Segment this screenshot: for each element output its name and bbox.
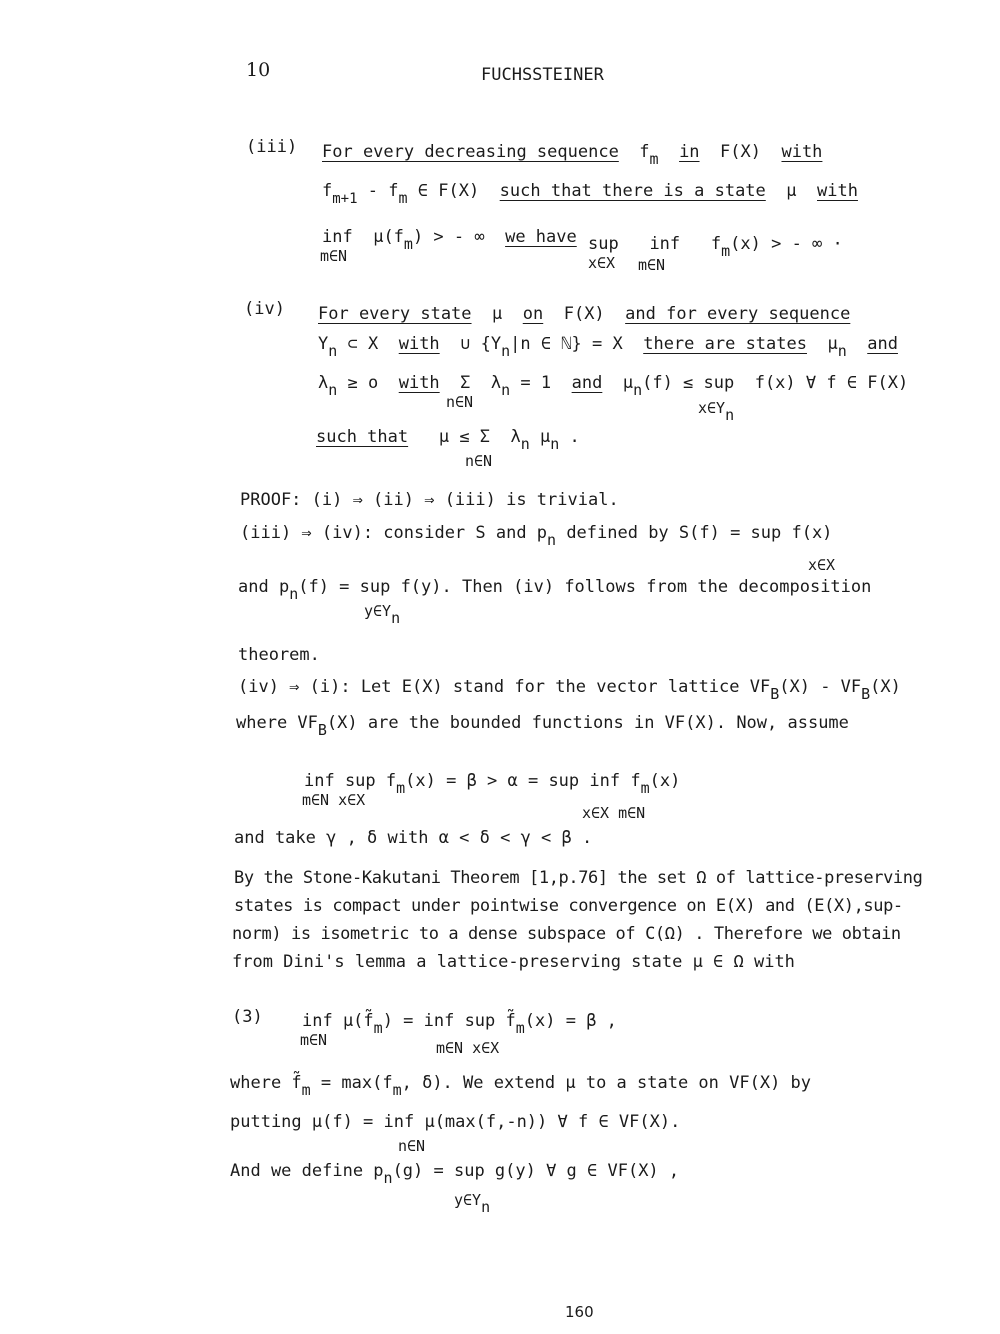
math-sup: sup — [588, 234, 619, 254]
proof-line7: and take γ , δ with α < δ < γ < β . — [234, 828, 593, 848]
subscript: B — [770, 685, 780, 703]
subscript: n — [520, 435, 530, 453]
math-sigma: Σ — [460, 373, 471, 393]
proof-line2-sub: x∈X — [808, 556, 836, 574]
proof-text: And we define p — [230, 1161, 384, 1181]
subscript: n — [501, 381, 511, 399]
item-iv-label: (iv) — [244, 299, 285, 319]
subscript: y∈Y — [364, 602, 392, 620]
math-mu: μ — [492, 304, 503, 324]
math-text: (x) — [649, 771, 681, 791]
underlined-text: such that there is a state — [499, 181, 766, 201]
subscript: y∈Y — [454, 1191, 482, 1209]
running-title: FUCHSSTEINER — [481, 65, 604, 85]
underlined-text: For every decreasing sequence — [322, 142, 619, 162]
math-inf: inf — [649, 234, 681, 254]
subscript: m — [640, 779, 650, 797]
underlined-text: with — [817, 181, 858, 201]
subscript: n — [547, 531, 557, 549]
math-text: inf μ(f̃ — [302, 1011, 374, 1031]
item-iii-line2 — [322, 181, 858, 207]
math-mu: μ — [529, 427, 551, 447]
math-lambda: λ — [490, 373, 502, 393]
underlined-text: such that — [316, 427, 409, 447]
equation-3-sub-right: m∈N x∈X — [436, 1039, 500, 1057]
math-text: inf sup f — [304, 771, 397, 791]
item-iv-line3 — [318, 373, 909, 399]
math-text: (x) > - ∞ · — [730, 234, 843, 254]
math-text: F(X) — [563, 304, 605, 324]
subscript: n — [383, 1169, 393, 1187]
subscript: n — [501, 342, 511, 360]
subscript: n — [481, 1198, 491, 1216]
math-text: (f) ≤ sup — [642, 373, 735, 393]
proof-line12 — [230, 1073, 812, 1099]
equation-1 — [304, 771, 681, 797]
underlined-text: For every state — [318, 304, 472, 324]
proof-text: (iii) ⇒ (iv): consider S and p — [240, 523, 548, 543]
subscript: m — [649, 150, 659, 168]
subscript: B — [317, 721, 327, 739]
proof-line2 — [240, 523, 833, 549]
math-text: ) > - ∞ — [412, 227, 485, 247]
proof-line6 — [236, 713, 849, 739]
proof-line3 — [238, 577, 872, 603]
equation-1-sub-left: m∈N x∈X — [302, 791, 366, 809]
proof-line8: By the Stone-Kakutani Theorem [1,p.76] the set Ω of lattice-preserving — [234, 868, 923, 888]
proof-line1: PROOF: (i) ⇒ (ii) ⇒ (iii) is trivial. — [240, 490, 619, 510]
subscript: n — [328, 342, 338, 360]
proof-line3-sub — [364, 602, 401, 627]
subscript: m — [396, 779, 406, 797]
subscript: n — [391, 609, 401, 627]
math-mu: μ — [786, 181, 797, 201]
proof-line4: theorem. — [238, 645, 320, 665]
proof-text: (X) are the bounded functions in VF(X). Now, assume — [326, 713, 849, 733]
math-mu: μ — [827, 334, 838, 354]
math-text: (x) = β , — [524, 1011, 617, 1031]
proof-text: (iv) ⇒ (i): Let E(X) stand for the vector lattice VF — [238, 677, 771, 697]
folio: 160 — [565, 1303, 594, 1321]
item-iv-line3-sub2 — [698, 399, 735, 424]
subscript: m — [373, 1019, 383, 1037]
proof-line13: putting μ(f) = inf μ(max(f,-n)) ∀ f ∈ VF(X). — [230, 1112, 681, 1132]
subscript: n — [328, 381, 338, 399]
item-iii-line3 — [322, 227, 577, 253]
proof-text: and p — [238, 577, 290, 597]
math-text: = 1 — [510, 373, 552, 393]
underlined-text: with — [781, 142, 823, 162]
math-text: . — [559, 427, 580, 447]
math-text: ⊂ X — [337, 334, 379, 354]
item-iv-line3-sub1: n∈N — [446, 393, 474, 411]
item-iii-line1 — [322, 142, 823, 168]
subscript: n — [837, 342, 847, 360]
equation-3 — [302, 1011, 617, 1037]
underlined-text: and for every sequence — [625, 304, 851, 324]
item-iv-line1 — [318, 305, 850, 325]
item-iii-line3-sub1: m∈N — [320, 247, 348, 265]
subscript: m — [392, 1081, 402, 1099]
item-iv-line4-sub: n∈N — [465, 452, 493, 470]
proof-text: defined by S(f) = sup f(x) — [556, 523, 833, 543]
proof-line14 — [230, 1161, 680, 1187]
math-f: f — [639, 142, 650, 162]
subscript: m — [721, 242, 731, 260]
math-text: ∪ {Y — [460, 334, 502, 354]
math-text: f(x) ∀ f ∈ F(X) — [754, 373, 909, 393]
subscript: m — [515, 1019, 525, 1037]
math-text: μ ≤ Σ — [438, 427, 491, 447]
proof-line14-sub — [454, 1191, 491, 1216]
item-iii-line3-right — [588, 234, 843, 260]
math-text: ) = inf sup f̃ — [382, 1011, 516, 1031]
equation-1-sub-right: x∈X m∈N — [582, 804, 646, 822]
proof-line11: from Dini's lemma a lattice-preserving state μ ∈ Ω with — [232, 952, 795, 972]
equation-3-sub-left: m∈N — [300, 1031, 328, 1049]
proof-text: = max(f — [310, 1073, 393, 1093]
underlined-text: with — [398, 334, 440, 354]
math-text: (x) = β > α = sup inf f — [405, 771, 641, 791]
subscript: n — [550, 435, 560, 453]
item-iii-line3-sub3: m∈N — [638, 256, 666, 274]
math-lambda: λ — [510, 427, 521, 447]
item-iii-label: (iii) — [246, 137, 298, 157]
proof-text: , δ). We extend μ to a state on VF(X) by — [401, 1073, 812, 1093]
proof-line9: states is compact under pointwise convergence on E(X) and (E(X),sup- — [234, 896, 903, 916]
proof-line5 — [238, 677, 901, 703]
item-iv-line4 — [316, 427, 580, 453]
equation-3-label: (3) — [232, 1007, 263, 1027]
subscript: n — [289, 585, 299, 603]
item-iii-line3-sub2: x∈X — [588, 254, 616, 272]
item-iv-line2 — [318, 334, 898, 360]
math-mu: μ — [622, 373, 634, 393]
subscript: m — [398, 189, 408, 207]
proof-text: (X) — [870, 677, 901, 697]
math-f: f — [710, 234, 722, 254]
underlined-text: there are states — [643, 334, 807, 354]
proof-text: (g) = sup g(y) ∀ g ∈ VF(X) , — [392, 1161, 680, 1181]
proof-text: where VF — [236, 713, 318, 733]
page-number: 10 — [246, 59, 271, 81]
underlined-text: and — [867, 334, 898, 354]
math-text: ≥ o — [337, 373, 379, 393]
math-inf: inf — [322, 227, 353, 247]
subscript: m — [301, 1081, 311, 1099]
math-text: ∈ F(X) — [407, 181, 480, 201]
proof-text: where f̃ — [230, 1073, 302, 1093]
math-Y: Y — [318, 334, 329, 354]
math-text: - f — [357, 181, 399, 201]
proof-line10: norm) is isometric to a dense subspace of C(Ω) . Therefore we obtain — [232, 924, 901, 944]
math-lambda: λ — [318, 373, 329, 393]
subscript: n — [633, 381, 643, 399]
subscript: x∈Y — [698, 399, 726, 417]
math-text: F(X) — [720, 142, 761, 162]
underlined-text: in — [679, 142, 700, 162]
proof-text: (X) - VF — [779, 677, 862, 697]
underlined-text: on — [522, 304, 544, 324]
subscript: m — [403, 235, 413, 253]
math-text: μ(f — [373, 227, 404, 247]
math-text: |n ∈ ℕ} = X — [510, 334, 623, 354]
underlined-text: with — [398, 373, 440, 393]
subscript: n — [725, 406, 735, 424]
subscript: m+1 — [332, 191, 358, 207]
subscript: B — [861, 685, 871, 703]
underlined-text: we have — [505, 227, 577, 247]
underlined-text: and — [571, 373, 603, 393]
proof-text: (f) = sup f(y). Then (iv) follows from the decomposition — [298, 577, 872, 597]
proof-line13-sub: n∈N — [398, 1137, 426, 1155]
math-f: f — [322, 181, 333, 201]
